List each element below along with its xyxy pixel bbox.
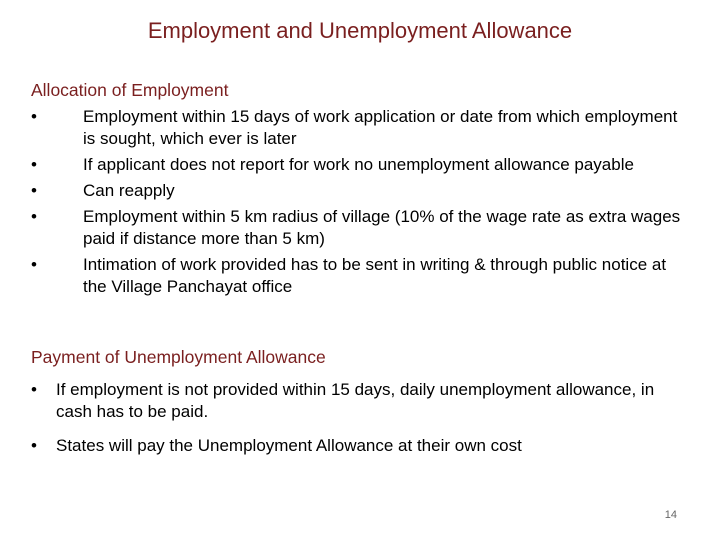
bullet-icon: • <box>31 155 37 174</box>
bullet-icon: • <box>31 207 37 226</box>
bullet-text: If employment is not provided within 15 days, daily unemployment allowance, in cash has to be paid. <box>56 380 655 421</box>
bullet-icon: • <box>31 380 37 399</box>
bullet-text: Intimation of work provided has to be sent in writing & through public notice at the Village Panchayat office <box>83 255 667 296</box>
bullet-text: Employment within 5 km radius of village (10% of the wage rate as extra wages paid if distance more than 5 km) <box>83 207 681 248</box>
list-item <box>31 154 691 176</box>
payment-bullet-list <box>31 379 691 469</box>
slide-title: Employment and Unemployment Allowance <box>147 18 573 43</box>
section-heading-payment: Payment of Unemployment Allowance <box>31 347 326 367</box>
list-item <box>31 435 691 457</box>
list-item <box>31 379 691 423</box>
bullet-text: Can reapply <box>83 181 175 200</box>
bullet-text: If applicant does not report for work no unemployment allowance payable <box>83 155 634 174</box>
allocation-bullet-list <box>31 106 691 302</box>
bullet-icon: • <box>31 181 37 200</box>
list-item <box>31 180 691 202</box>
list-item <box>31 206 691 250</box>
bullet-icon: • <box>31 255 37 274</box>
bullet-icon: • <box>31 107 37 126</box>
list-item <box>31 106 691 150</box>
section-heading-allocation: Allocation of Employment <box>31 80 229 100</box>
bullet-icon: • <box>31 436 37 455</box>
list-item <box>31 254 691 298</box>
page-number: 14 <box>664 509 677 521</box>
bullet-text: Employment within 15 days of work application or date from which employment is sought, which ever is later <box>83 107 678 148</box>
bullet-text: States will pay the Unemployment Allowance at their own cost <box>56 436 522 455</box>
